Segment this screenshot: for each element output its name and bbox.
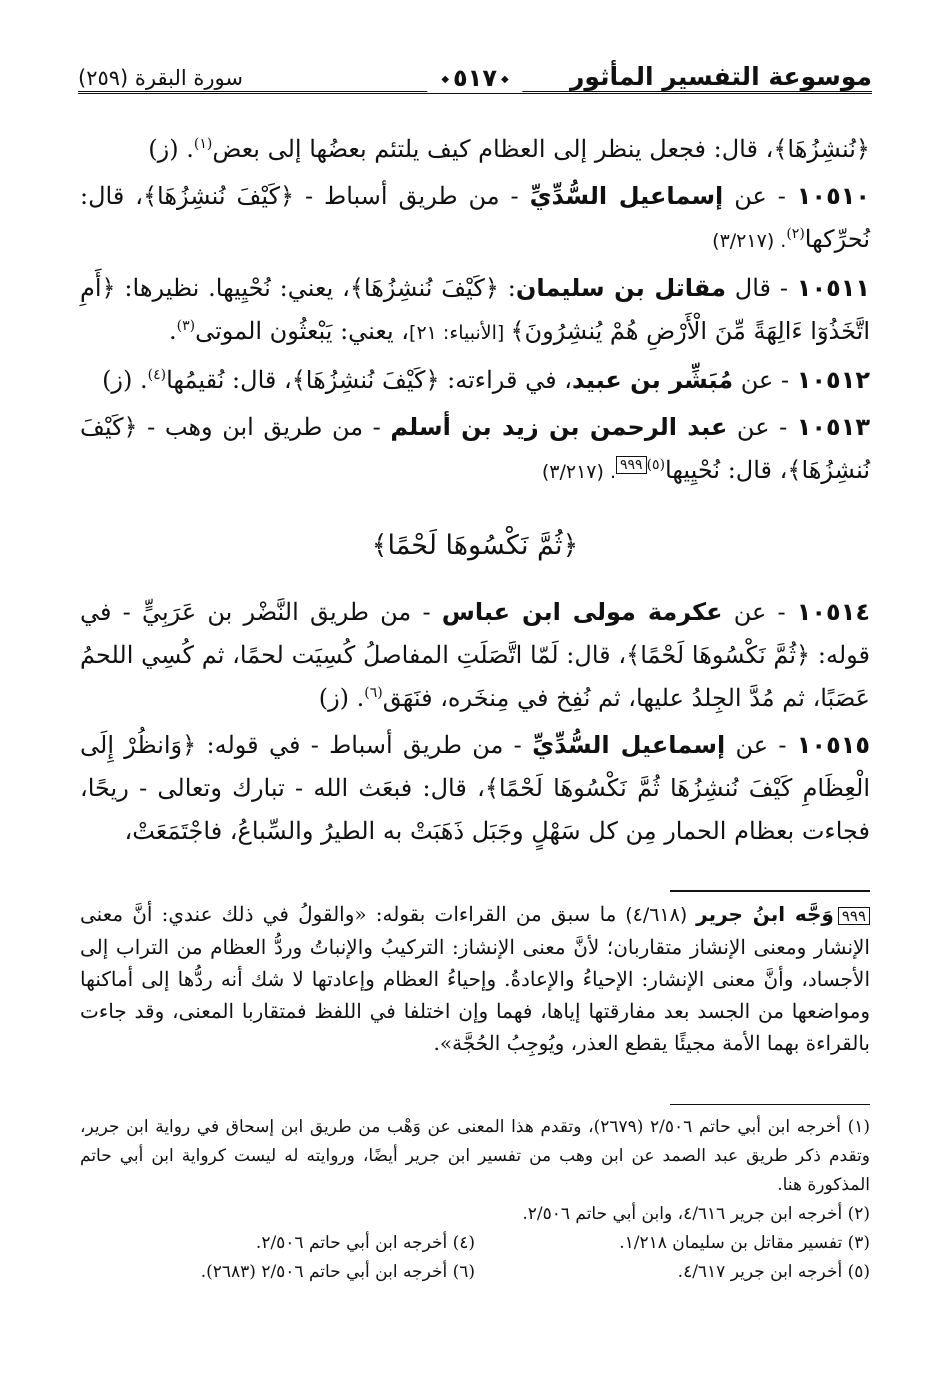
narration-end: .: [169, 317, 177, 345]
page-header: [78, 60, 872, 100]
footnote-2: (٢) أخرجه ابن جرير ٤/٦١٦، وابن أبي حاتم ٢/٥٠٦.: [522, 1204, 870, 1224]
narration-number: ١٠٥١٠: [796, 182, 871, 210]
narration-text: - عن: [723, 182, 797, 210]
narration-chain: ، في قراءته:: [439, 366, 572, 394]
volume-reference: . (٣/٢١٧): [712, 230, 787, 252]
footnote-ref: (٥): [646, 457, 666, 473]
narration-text: ، قال: لَمّا اتَّصَلَتِ المفاصلُ كُسِيَت لحمًا، ثم كُسِي اللحمُ عَصَبًا، ثم مُدَّ الجِلدُ عليها، ثم نُفِخ في مِنخَره، فنَهَق: [80, 641, 870, 712]
narration-end: . (ز): [318, 684, 365, 712]
quran-quote: ﴿كَيْفَ نُنشِزُهَا﴾: [291, 366, 440, 394]
commentary-body: ما سبق من القراءات بقوله: «والقولُ في ذلك عندي: أنَّ معنى الإنشار ومعنى الإنشاز متقاربان؛ لأنَّ معنى الإنشاز: التركيبُ والإنباتُ وردُّ العظام من التراب إلى الأجساد، وأنَّ معنى الإنشار: الإحياءُ والإعادةُ. وإحياءُ العظام وإعادتها لا شك أنه ردُّها إلى أماكنها ومواضعها من الجسد بعد مفارقتها إياها، فهما وإن اختلفا في اللفظ فمتقاربا المعنى، وقد جاءت بالقراءة بهما الأمة مجيئًا يقطع العذر، ويُوجِبُ الحُجَّة».: [80, 902, 870, 1055]
commentary-reference: (٤/٦١٨): [616, 904, 697, 926]
quran-quote: ﴿كَيْفَ نُنشِزُهَا﴾: [142, 182, 295, 210]
narration-number: ١٠٥١٣: [796, 413, 870, 441]
book-title: موسوعة التفسير المأثور: [570, 62, 872, 91]
footnote-1: (١) أخرجه ابن أبي حاتم ٢/٥٠٦ (٢٦٧٩)، وتقدم هذا المعنى عن وَهْب من طريق ابن إسحاق في رواية ابن جرير، وتقدم ذكر طريق عبد الصمد عن ابن وهب من تفسير ابن جرير أيضًا، وروايته له ليست كرواية ابن أبي حاتم المذكورة هنا.: [80, 1117, 871, 1195]
narration-text: ، قال: نُقيمُها: [166, 366, 292, 394]
narration-text: - عن: [722, 598, 797, 626]
quran-quote: ﴿نُنشِزُهَا﴾: [773, 135, 870, 163]
narration-text: - قال: [725, 274, 797, 302]
narration-text: - عن: [725, 731, 797, 759]
commentary-separator: [670, 890, 870, 892]
narration-text: ، قال: نُحرِّكها: [80, 182, 870, 253]
narration-chain: - من طريق النَّضْر بن عَرَبِيٍّ - في قوله:: [80, 598, 870, 669]
quran-quote: ﴿وَانظُرْ إِلَى الْعِظَامِ كَيْفَ نُنشِزُهَا ثُمَّ نَكْسُوهَا لَحْمًا﴾: [80, 731, 870, 802]
narration-number: ١٠٥١٥: [796, 731, 871, 759]
commentary-block: [80, 890, 870, 1059]
footnotes: [80, 1104, 870, 1287]
commentary-box-number: ٩٩٩: [838, 907, 870, 925]
footnote-5: (٥) أخرجه ابن جرير ٤/٦١٧.: [677, 1262, 870, 1282]
narration-10511: [80, 267, 870, 355]
narrator-name: إسماعيل السُّدِّيِّ: [532, 731, 726, 759]
commentary-lead: وَجَّه ابنُ جرير: [696, 902, 834, 926]
footnote-ref: (٦): [364, 685, 383, 701]
footnotes-separator: [670, 1104, 870, 1105]
narration-number: ١٠٥١٤: [796, 598, 870, 626]
narration-text: ، يعني: نُحْيِيها. نظيرها:: [115, 274, 350, 302]
narration-text-2: ، يعني: يَبْعثُون الموتى: [195, 317, 410, 345]
narration-text: - عن: [733, 366, 797, 394]
narration-text: ، قال: فجعل ينظر إلى العظام كيف يلتئم بعضُها إلى بعض: [212, 135, 774, 163]
narrator-name: عبد الرحمن بن زيد بن أسلم: [390, 413, 728, 441]
surah-label: سورة البقرة (٢٥٩): [78, 66, 243, 90]
footnote-4: (٤) أخرجه ابن أبي حاتم ٢/٥٠٦.: [255, 1233, 475, 1253]
commentary-box-ref[interactable]: ٩٩٩: [616, 456, 647, 474]
footnote-ref: (١): [193, 136, 213, 152]
narration-chain: - من طريق أسباط - في قوله:: [196, 731, 533, 759]
narration-chain: :: [498, 274, 516, 302]
narration-end: . (ز): [148, 135, 194, 163]
footnote-ref: (٤): [147, 367, 167, 383]
narration-number: ١٠٥١٢: [796, 366, 870, 394]
quran-quote: ﴿ثُمَّ نَكْسُوهَا لَحْمًا﴾: [626, 641, 811, 669]
narration-chain: - من طريق أسباط -: [294, 182, 530, 210]
commentary-text: [80, 898, 870, 1059]
narration-text: ، قال: فبعَث الله - تبارك وتعالى - ريحًا، فجاءت بعظام الحمار مِن كل سَهْلٍ وجَبَل ذَهَبَتْ به الطيرُ والسِّباعُ، فاجْتَمَعَتْ،: [80, 774, 870, 845]
volume-reference: . (٣/٢١٧): [541, 461, 617, 483]
section-heading: ﴿ثُمَّ نَكْسُوهَا لَحْمًا﴾: [371, 530, 579, 561]
main-text: [80, 128, 870, 857]
narration-10513: [80, 406, 870, 494]
narrator-name: مُبَشِّر بن عبيد: [571, 366, 734, 394]
narration-text: - عن: [727, 413, 797, 441]
footnote-3: (٣) تفسير مقاتل بن سليمان ١/٢١٨.: [619, 1233, 870, 1253]
narration-10510: [80, 175, 870, 263]
quran-quote: ﴿كَيْفَ نُنشِزُهَا﴾: [80, 413, 870, 484]
narrator-name: إسماعيل السُّدِّيِّ: [529, 182, 724, 210]
surah-reference: [الأنبياء: ٢١]: [409, 322, 511, 344]
quran-quote: ﴿كَيْفَ نُنشِزُهَا﴾: [349, 274, 499, 302]
footnote-row: [80, 1229, 870, 1258]
footnote-ref: (٣): [176, 318, 196, 334]
narration-10514: [80, 591, 870, 720]
narration-10512: [80, 359, 870, 402]
narrator-name: عكرمة مولى ابن عباس: [441, 598, 723, 626]
narration-end: . (ز): [102, 366, 148, 394]
page-number: ◆ ٥١٧ ◆: [427, 64, 522, 92]
narration-number: ١٠٥١١: [796, 274, 871, 302]
footnote-row: [80, 1258, 870, 1287]
paragraph-continuation: [80, 128, 870, 171]
narrator-name: مقاتل بن سليمان: [515, 274, 726, 302]
footnote-6: (٦) أخرجه ابن أبي حاتم ٢/٥٠٦ (٢٦٨٣).: [200, 1262, 475, 1282]
footnote-ref: (٢): [786, 226, 805, 242]
narration-text: ، قال: نُحْيِيها: [665, 456, 788, 484]
narration-10515: [80, 724, 870, 853]
narration-chain: - من طريق ابن وهب -: [137, 413, 391, 441]
quran-quote-2: ﴿أَمِ اتَّخَذُوٓا ءَالِهَةً مِّنَ الْأَرْضِ هُمْ يُنشِرُونَ﴾: [80, 274, 870, 345]
